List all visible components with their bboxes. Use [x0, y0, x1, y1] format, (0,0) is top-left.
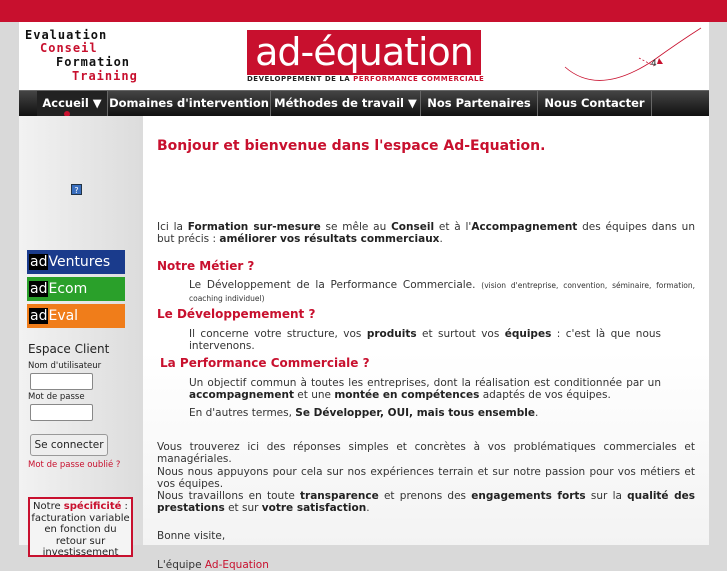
- username-label: Nom d'utilisateur: [28, 361, 102, 371]
- client-area-title: Espace Client: [28, 342, 110, 356]
- developpement-text: Il concerne votre structure, vos produits et surtout vos équipes : c'est là que nous intervenons.: [189, 328, 661, 352]
- intro-paragraph: Ici la Formation sur-mesure se mêle au Conseil et à l'Accompagnement des équipes dans un but précis : améliorer vos résultats commerciaux.: [157, 221, 695, 245]
- metier-text: Le Développement de la Performance Commerciale. (vision d'entreprise, convention, séminaire, formation, coaching individuel): [189, 279, 696, 303]
- specialty-box: Notre spécificité : facturation variable en fonction du retour sur investissement: [28, 497, 133, 557]
- logo-wordmark: ad-équation: [247, 30, 481, 75]
- login-button[interactable]: Se connecter: [30, 434, 108, 456]
- paragraph-experience: Nous nous appuyons pour cela sur nos expériences terrain et sur notre passion pour vos métiers et vos équipes.: [157, 466, 695, 490]
- deco-number: 4: [651, 59, 657, 69]
- nav-domaines[interactable]: Domaines d'intervention: [108, 91, 271, 117]
- main-nav: [19, 90, 709, 116]
- password-input[interactable]: [30, 404, 93, 421]
- farewell-text: Bonne visite,: [157, 530, 226, 542]
- page-container: [19, 22, 709, 571]
- top-red-bar: [0, 0, 727, 22]
- metier-heading: Notre Métier ?: [157, 259, 255, 273]
- forgot-password-link[interactable]: Mot de passe oublié ?: [28, 460, 121, 470]
- page-title: Bonjour et bienvenue dans l'espace Ad-Equation.: [157, 138, 546, 154]
- tagline-formation: Formation: [56, 55, 131, 69]
- decorative-curve: [559, 22, 709, 90]
- main-content: [143, 116, 709, 571]
- password-label: Mot de passe: [28, 392, 85, 402]
- signature: L'équipe Ad-Equation: [157, 559, 269, 571]
- logo-subtitle: DEVELOPPEMENT DE LA PERFORMANCE COMMERCIALE: [247, 75, 485, 83]
- sidebar: [19, 116, 143, 558]
- help-icon[interactable]: ?: [71, 184, 82, 195]
- tagline-evaluation: Evaluation: [25, 28, 108, 42]
- promo-ad-ecom[interactable]: adEcom: [27, 277, 125, 301]
- paragraph-answers: Vous trouverez ici des réponses simples et concrètes à vos problématiques commerciales et managériales.: [157, 441, 695, 465]
- nav-methodes[interactable]: Méthodes de travail ▼: [271, 91, 421, 117]
- performance-text: Un objectif commun à toutes les entreprises, dont la réalisation est conditionnée par un accompagnement et une montée en compétences adaptés de vos équipes.: [189, 377, 661, 401]
- promo-ad-eval[interactable]: adEval: [27, 304, 125, 328]
- promo-ad-ventures[interactable]: adVentures: [27, 250, 125, 274]
- performance-heading: La Performance Commerciale ?: [160, 356, 370, 370]
- tagline-training: Training: [72, 69, 138, 83]
- tagline-conseil: Conseil: [40, 41, 98, 55]
- username-input[interactable]: [30, 373, 93, 390]
- developpement-heading: Le Développemement ?: [157, 307, 316, 321]
- nav-accueil[interactable]: Accueil ▼: [37, 91, 108, 117]
- nav-partenaires[interactable]: Nos Partenaires: [421, 91, 538, 117]
- site-logo[interactable]: [247, 30, 485, 84]
- nav-contact[interactable]: Nous Contacter: [538, 91, 652, 117]
- header: [19, 22, 709, 90]
- terms-text: En d'autres termes, Se Développer, OUI, mais tous ensemble.: [189, 407, 539, 419]
- paragraph-commitments: Nous travaillons en toute transparence et prenons des engagements forts sur la qualité des prestations et sur votre satisfaction.: [157, 490, 695, 514]
